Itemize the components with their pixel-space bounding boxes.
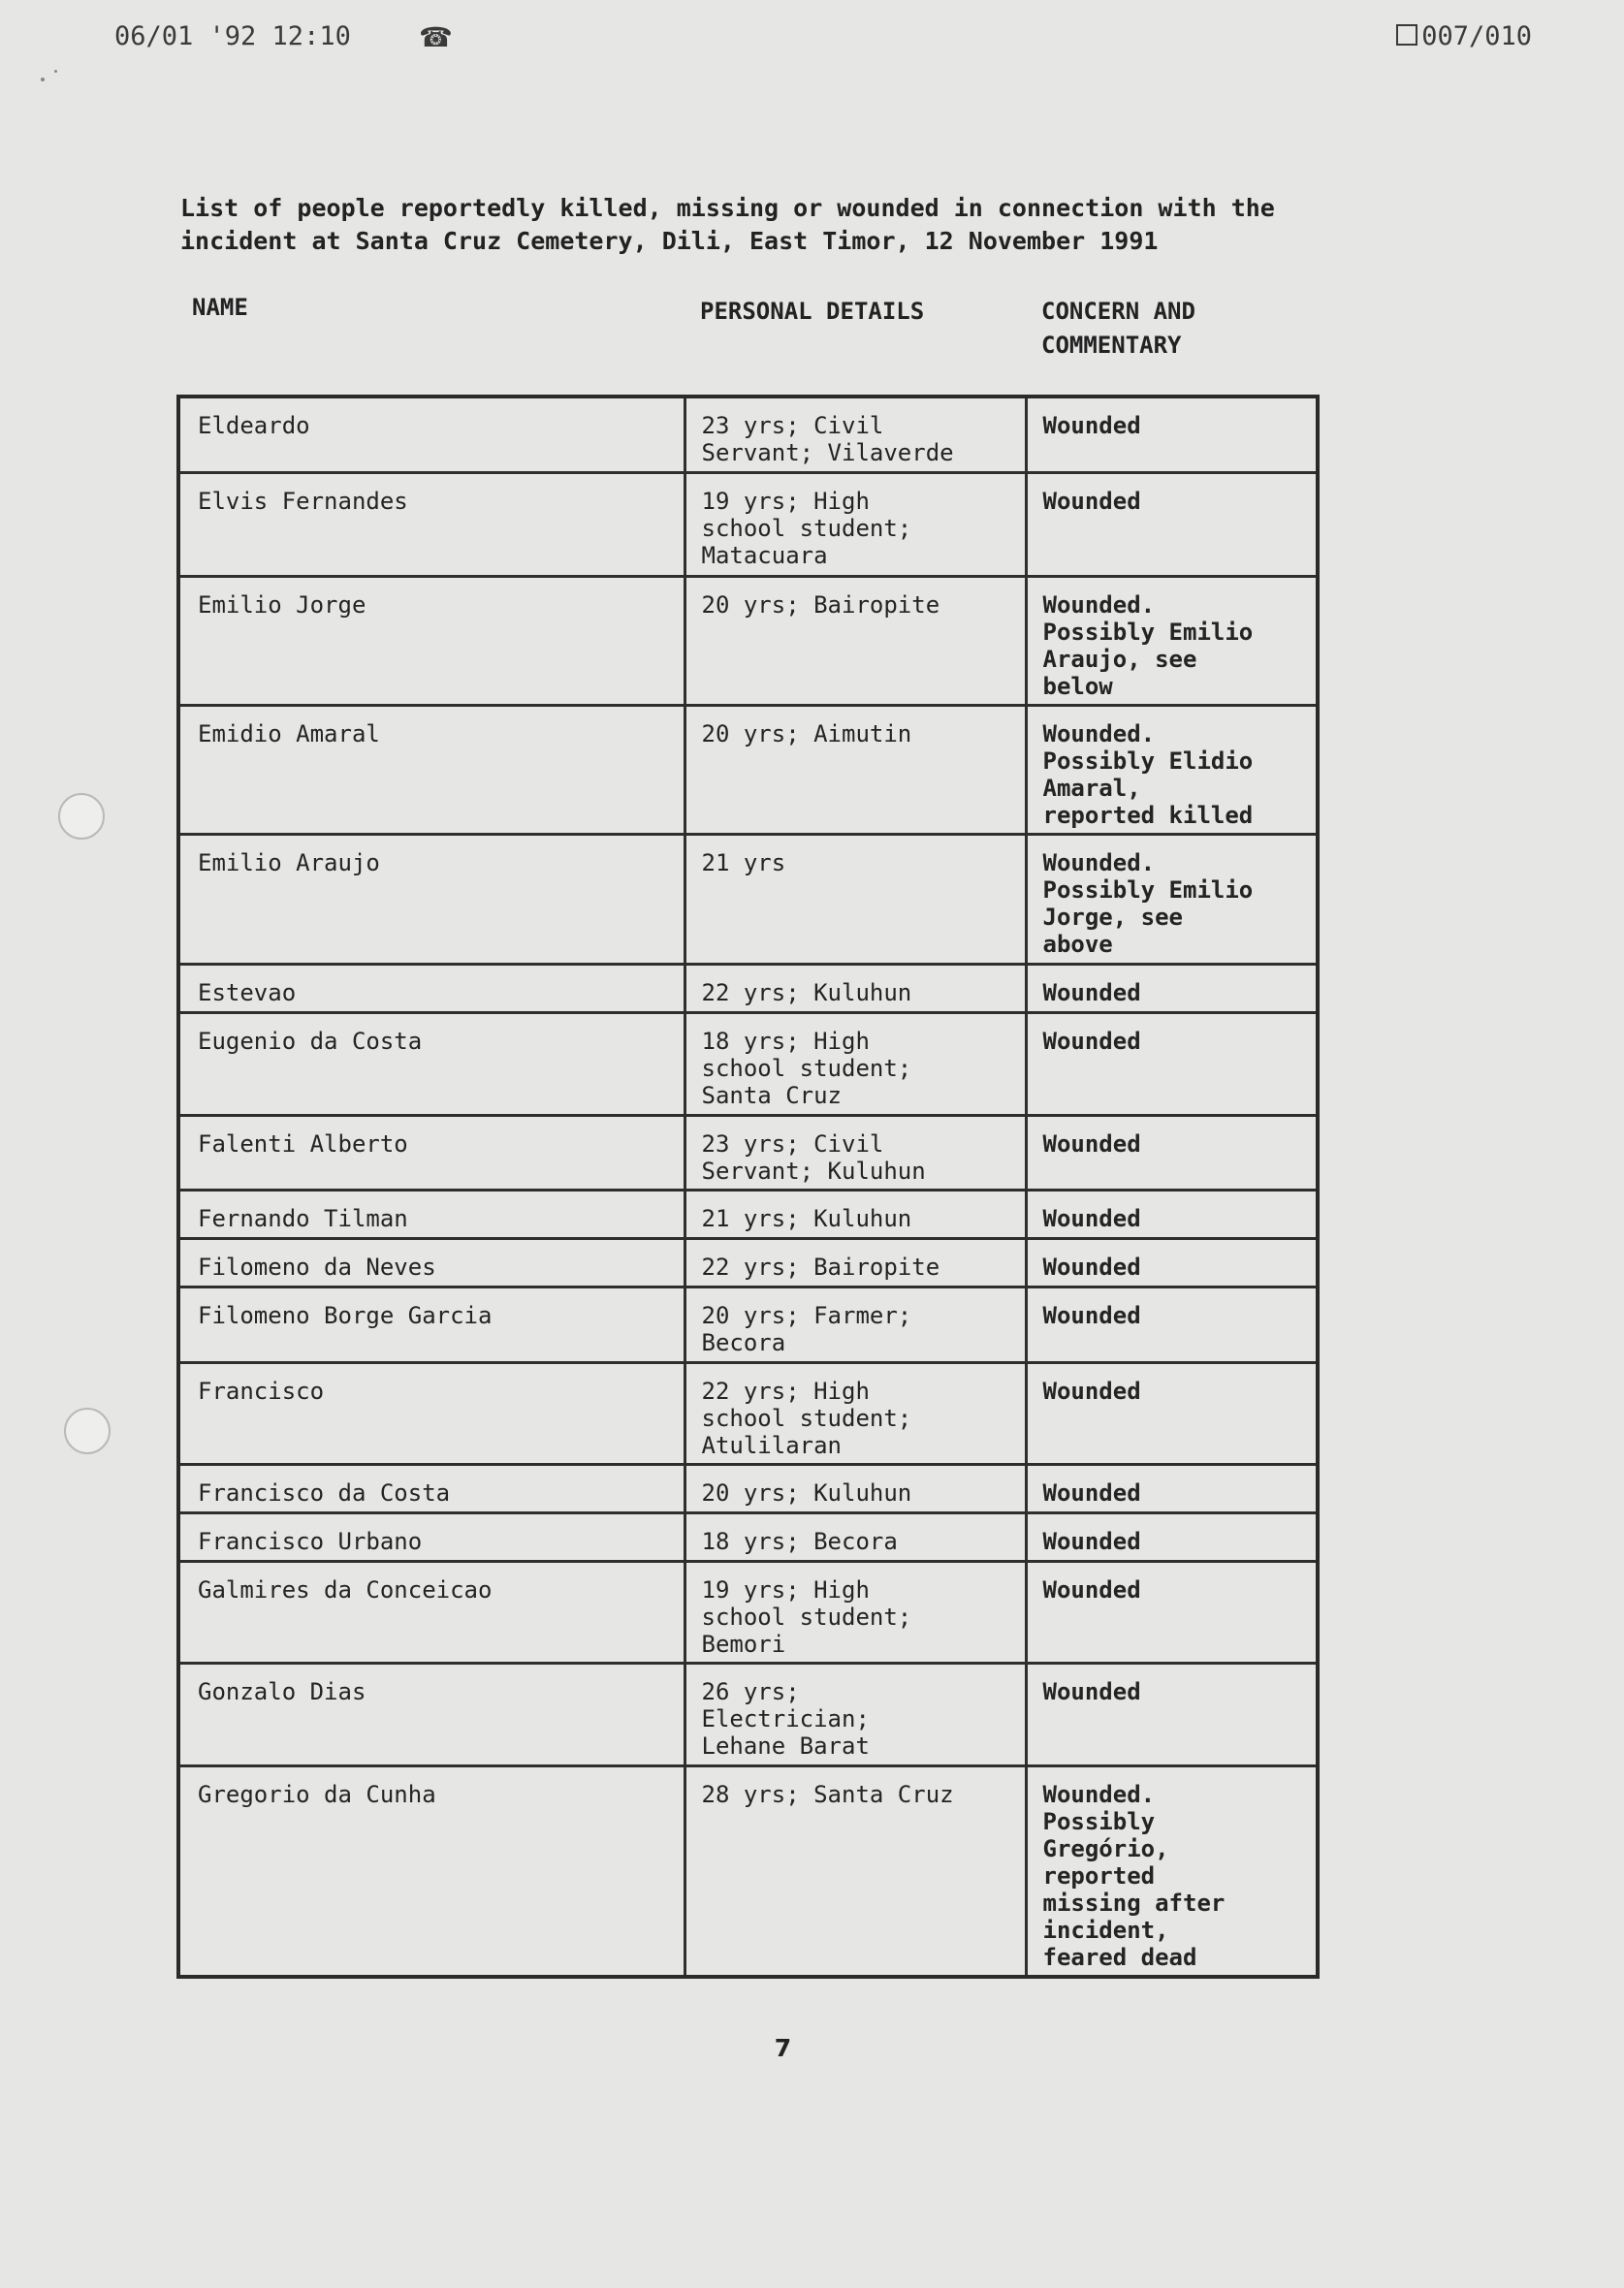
column-header-concern: CONCERN AND COMMENTARY: [1041, 298, 1195, 359]
fax-page-counter: [1396, 21, 1532, 51]
cell-name: Fernando Tilman: [178, 1190, 685, 1238]
page-number: 7: [774, 2034, 792, 2062]
cell-name: Francisco: [178, 1362, 685, 1464]
table-row: [178, 1561, 1318, 1663]
cell-concern: Wounded: [1026, 1512, 1318, 1561]
cell-concern: Wounded: [1026, 472, 1318, 576]
cell-concern: Wounded: [1026, 1561, 1318, 1663]
cell-details: 28 yrs; Santa Cruz: [685, 1765, 1026, 1977]
cell-name: Emilio Jorge: [178, 576, 685, 705]
cell-concern: Wounded: [1026, 1464, 1318, 1512]
checkbox-icon: [1396, 24, 1417, 46]
table-row: [178, 1512, 1318, 1561]
cell-name: Eldeardo: [178, 397, 685, 472]
cell-details: 20 yrs; Aimutin: [685, 705, 1026, 834]
cell-details: 21 yrs; Kuluhun: [685, 1190, 1026, 1238]
cell-name: Falenti Alberto: [178, 1115, 685, 1190]
table-row: [178, 834, 1318, 964]
cell-name: Francisco da Costa: [178, 1464, 685, 1512]
punch-hole: [58, 793, 105, 840]
document-title: List of people reportedly killed, missing or wounded in connection with the incident at Santa Cruz Cemetery, Dili, East Timor, 12 November 1991: [180, 194, 1275, 255]
cell-details: 20 yrs; Bairopite: [685, 576, 1026, 705]
cell-details: 19 yrs; High school student; Bemori: [685, 1561, 1026, 1663]
column-header-details: PERSONAL DETAILS: [700, 298, 925, 325]
cell-name: Filomeno Borge Garcia: [178, 1287, 685, 1362]
cell-details: 23 yrs; Civil Servant; Vilaverde: [685, 397, 1026, 472]
scan-speck: [41, 78, 45, 81]
cell-details: 26 yrs; Electrician; Lehane Barat: [685, 1663, 1026, 1765]
cell-concern: Wounded: [1026, 1362, 1318, 1464]
cell-concern: Wounded. Possibly Elidio Amaral, reported killed: [1026, 705, 1318, 834]
cell-name: Gonzalo Dias: [178, 1663, 685, 1765]
cell-name: Emidio Amaral: [178, 705, 685, 834]
cell-details: 22 yrs; Kuluhun: [685, 964, 1026, 1012]
table-row: [178, 1464, 1318, 1512]
table-row: [178, 1663, 1318, 1765]
casualty-table: [176, 395, 1320, 1979]
cell-details: 22 yrs; Bairopite: [685, 1238, 1026, 1287]
cell-concern: Wounded: [1026, 1012, 1318, 1115]
cell-concern: Wounded: [1026, 964, 1318, 1012]
cell-concern: Wounded: [1026, 397, 1318, 472]
cell-name: Estevao: [178, 964, 685, 1012]
table-row: [178, 1362, 1318, 1464]
cell-name: Galmires da Conceicao: [178, 1561, 685, 1663]
cell-name: Francisco Urbano: [178, 1512, 685, 1561]
cell-name: Filomeno da Neves: [178, 1238, 685, 1287]
punch-hole: [64, 1408, 111, 1454]
cell-concern: Wounded. Possibly Gregório, reported missing after incident, feared dead: [1026, 1765, 1318, 1977]
cell-concern: Wounded. Possibly Emilio Jorge, see above: [1026, 834, 1318, 964]
fax-page-counter-text: 007/010: [1421, 21, 1532, 51]
cell-details: 23 yrs; Civil Servant; Kuluhun: [685, 1115, 1026, 1190]
scan-speck: [54, 70, 57, 73]
phone-icon: ☎: [419, 21, 453, 53]
table-row: [178, 1012, 1318, 1115]
table-row: [178, 964, 1318, 1012]
cell-details: 18 yrs; Becora: [685, 1512, 1026, 1561]
cell-concern: Wounded: [1026, 1190, 1318, 1238]
cell-details: 18 yrs; High school student; Santa Cruz: [685, 1012, 1026, 1115]
cell-concern: Wounded: [1026, 1287, 1318, 1362]
cell-name: Emilio Araujo: [178, 834, 685, 964]
cell-details: 19 yrs; High school student; Matacuara: [685, 472, 1026, 576]
table-row: [178, 1765, 1318, 1977]
table-row: [178, 1115, 1318, 1190]
cell-details: 22 yrs; High school student; Atulilaran: [685, 1362, 1026, 1464]
fax-header: [0, 17, 1624, 56]
cell-concern: Wounded. Possibly Emilio Araujo, see below: [1026, 576, 1318, 705]
cell-details: 20 yrs; Kuluhun: [685, 1464, 1026, 1512]
cell-concern: Wounded: [1026, 1663, 1318, 1765]
table-row: [178, 472, 1318, 576]
fax-datetime: 06/01 '92 12:10: [114, 21, 351, 51]
table-row: [178, 705, 1318, 834]
table-row: [178, 1190, 1318, 1238]
cell-details: 20 yrs; Farmer; Becora: [685, 1287, 1026, 1362]
cell-name: Eugenio da Costa: [178, 1012, 685, 1115]
cell-details: 21 yrs: [685, 834, 1026, 964]
cell-name: Elvis Fernandes: [178, 472, 685, 576]
table-row: [178, 576, 1318, 705]
cell-name: Gregorio da Cunha: [178, 1765, 685, 1977]
cell-concern: Wounded: [1026, 1115, 1318, 1190]
table-row: [178, 1238, 1318, 1287]
table-row: [178, 397, 1318, 472]
table-row: [178, 1287, 1318, 1362]
column-header-name: NAME: [192, 294, 248, 321]
cell-concern: Wounded: [1026, 1238, 1318, 1287]
